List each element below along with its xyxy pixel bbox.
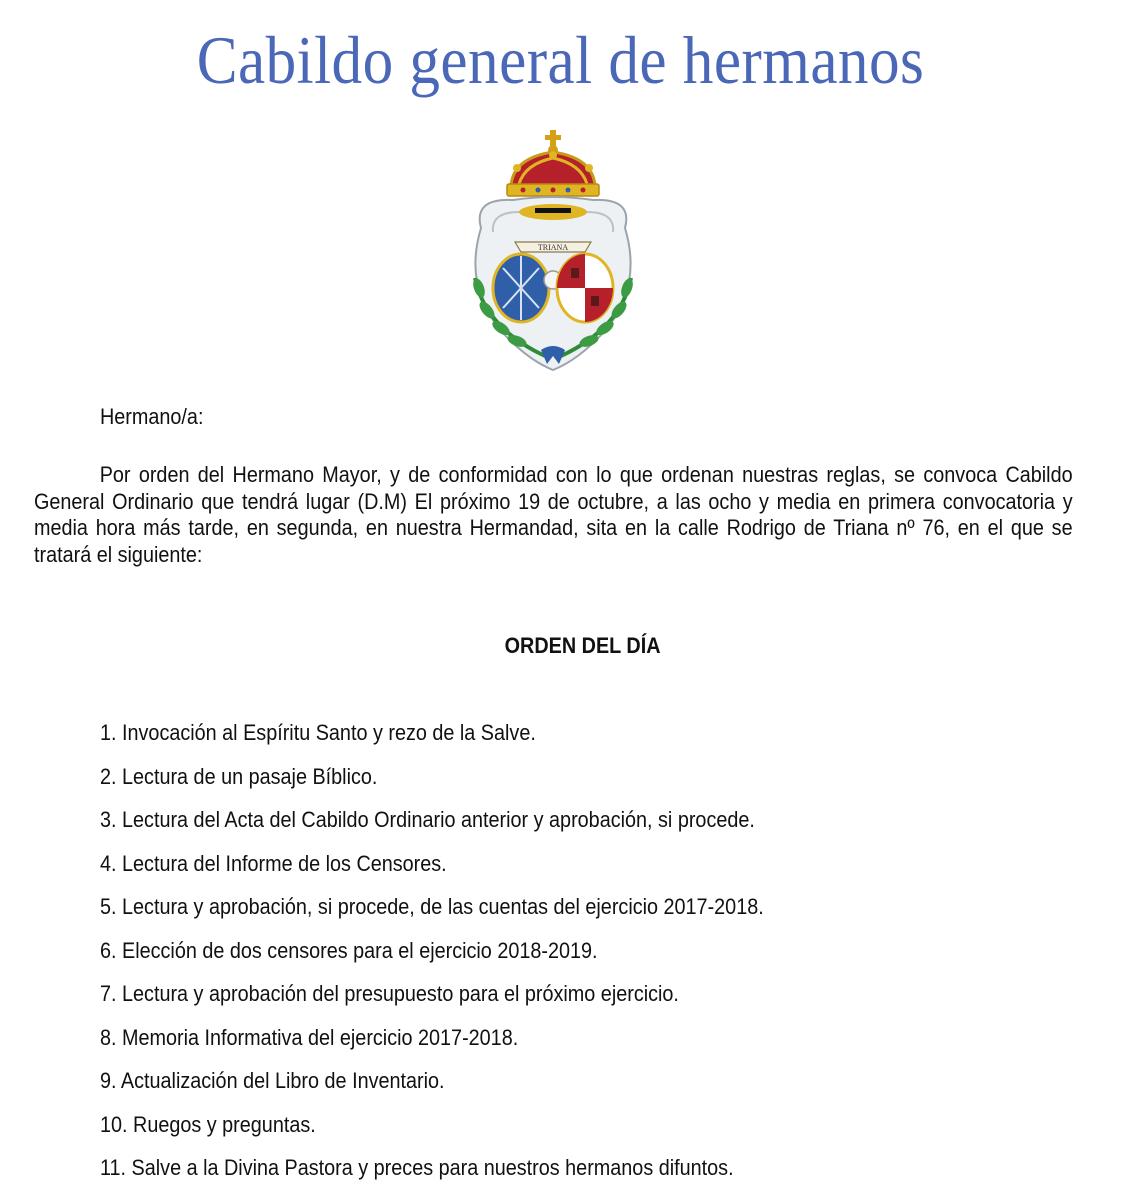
agenda-item: 8. Memoria Informativa del ejercicio 2017-2018.	[100, 1024, 519, 1050]
agenda-item: 2. Lectura de un pasaje Bíblico.	[100, 763, 378, 789]
agenda-item: 4. Lectura del Informe de los Censores.	[100, 850, 447, 876]
agenda-item: 7. Lectura y aprobación del presupuesto para el próximo ejercicio.	[100, 981, 679, 1006]
body-paragraph: Por orden del Hermano Mayor, y de conformidad con lo que ordenan nuestras reglas, se convoca Cabildo General Ordinario que tendrá lugar (D.M) El próximo 19 de octubre, a las ocho y media en primera convocatoria y media hora más tarde, en segunda, en nuestra Hermandad, sita en la calle Rodrigo de Triana nº 76, en el que se tratará el siguiente:	[34, 462, 1073, 567]
agenda-item: 5. Lectura y aprobación, si procede, de las cuentas del ejercicio 2017-2018.	[100, 894, 764, 919]
agenda-heading	[0, 633, 1121, 659]
agenda-item: 6. Elección de dos censores para el ejercicio 2018-2019.	[100, 937, 598, 963]
agenda-item: 9. Actualización del Libro de Inventario.	[100, 1068, 445, 1093]
agenda-item: 3. Lectura del Acta del Cabildo Ordinario anterior y aprobación, si procede.	[100, 807, 755, 832]
document-title: Cabildo general de hermanos	[196, 22, 925, 98]
svg-text:TRIANA: TRIANA	[537, 243, 569, 252]
agenda-heading-text: ORDEN DEL DÍA	[505, 633, 661, 658]
greeting: Hermano/a:	[100, 404, 204, 429]
agenda-list	[100, 720, 764, 1199]
coat-of-arms-icon	[452, 128, 654, 378]
agenda-item: 10. Ruegos y preguntas.	[100, 1111, 316, 1137]
agenda-item: 1. Invocación al Espíritu Santo y rezo de la Salve.	[100, 720, 536, 745]
agenda-item: 11. Salve a la Divina Pastora y preces para nuestros hermanos difuntos.	[100, 1155, 734, 1180]
